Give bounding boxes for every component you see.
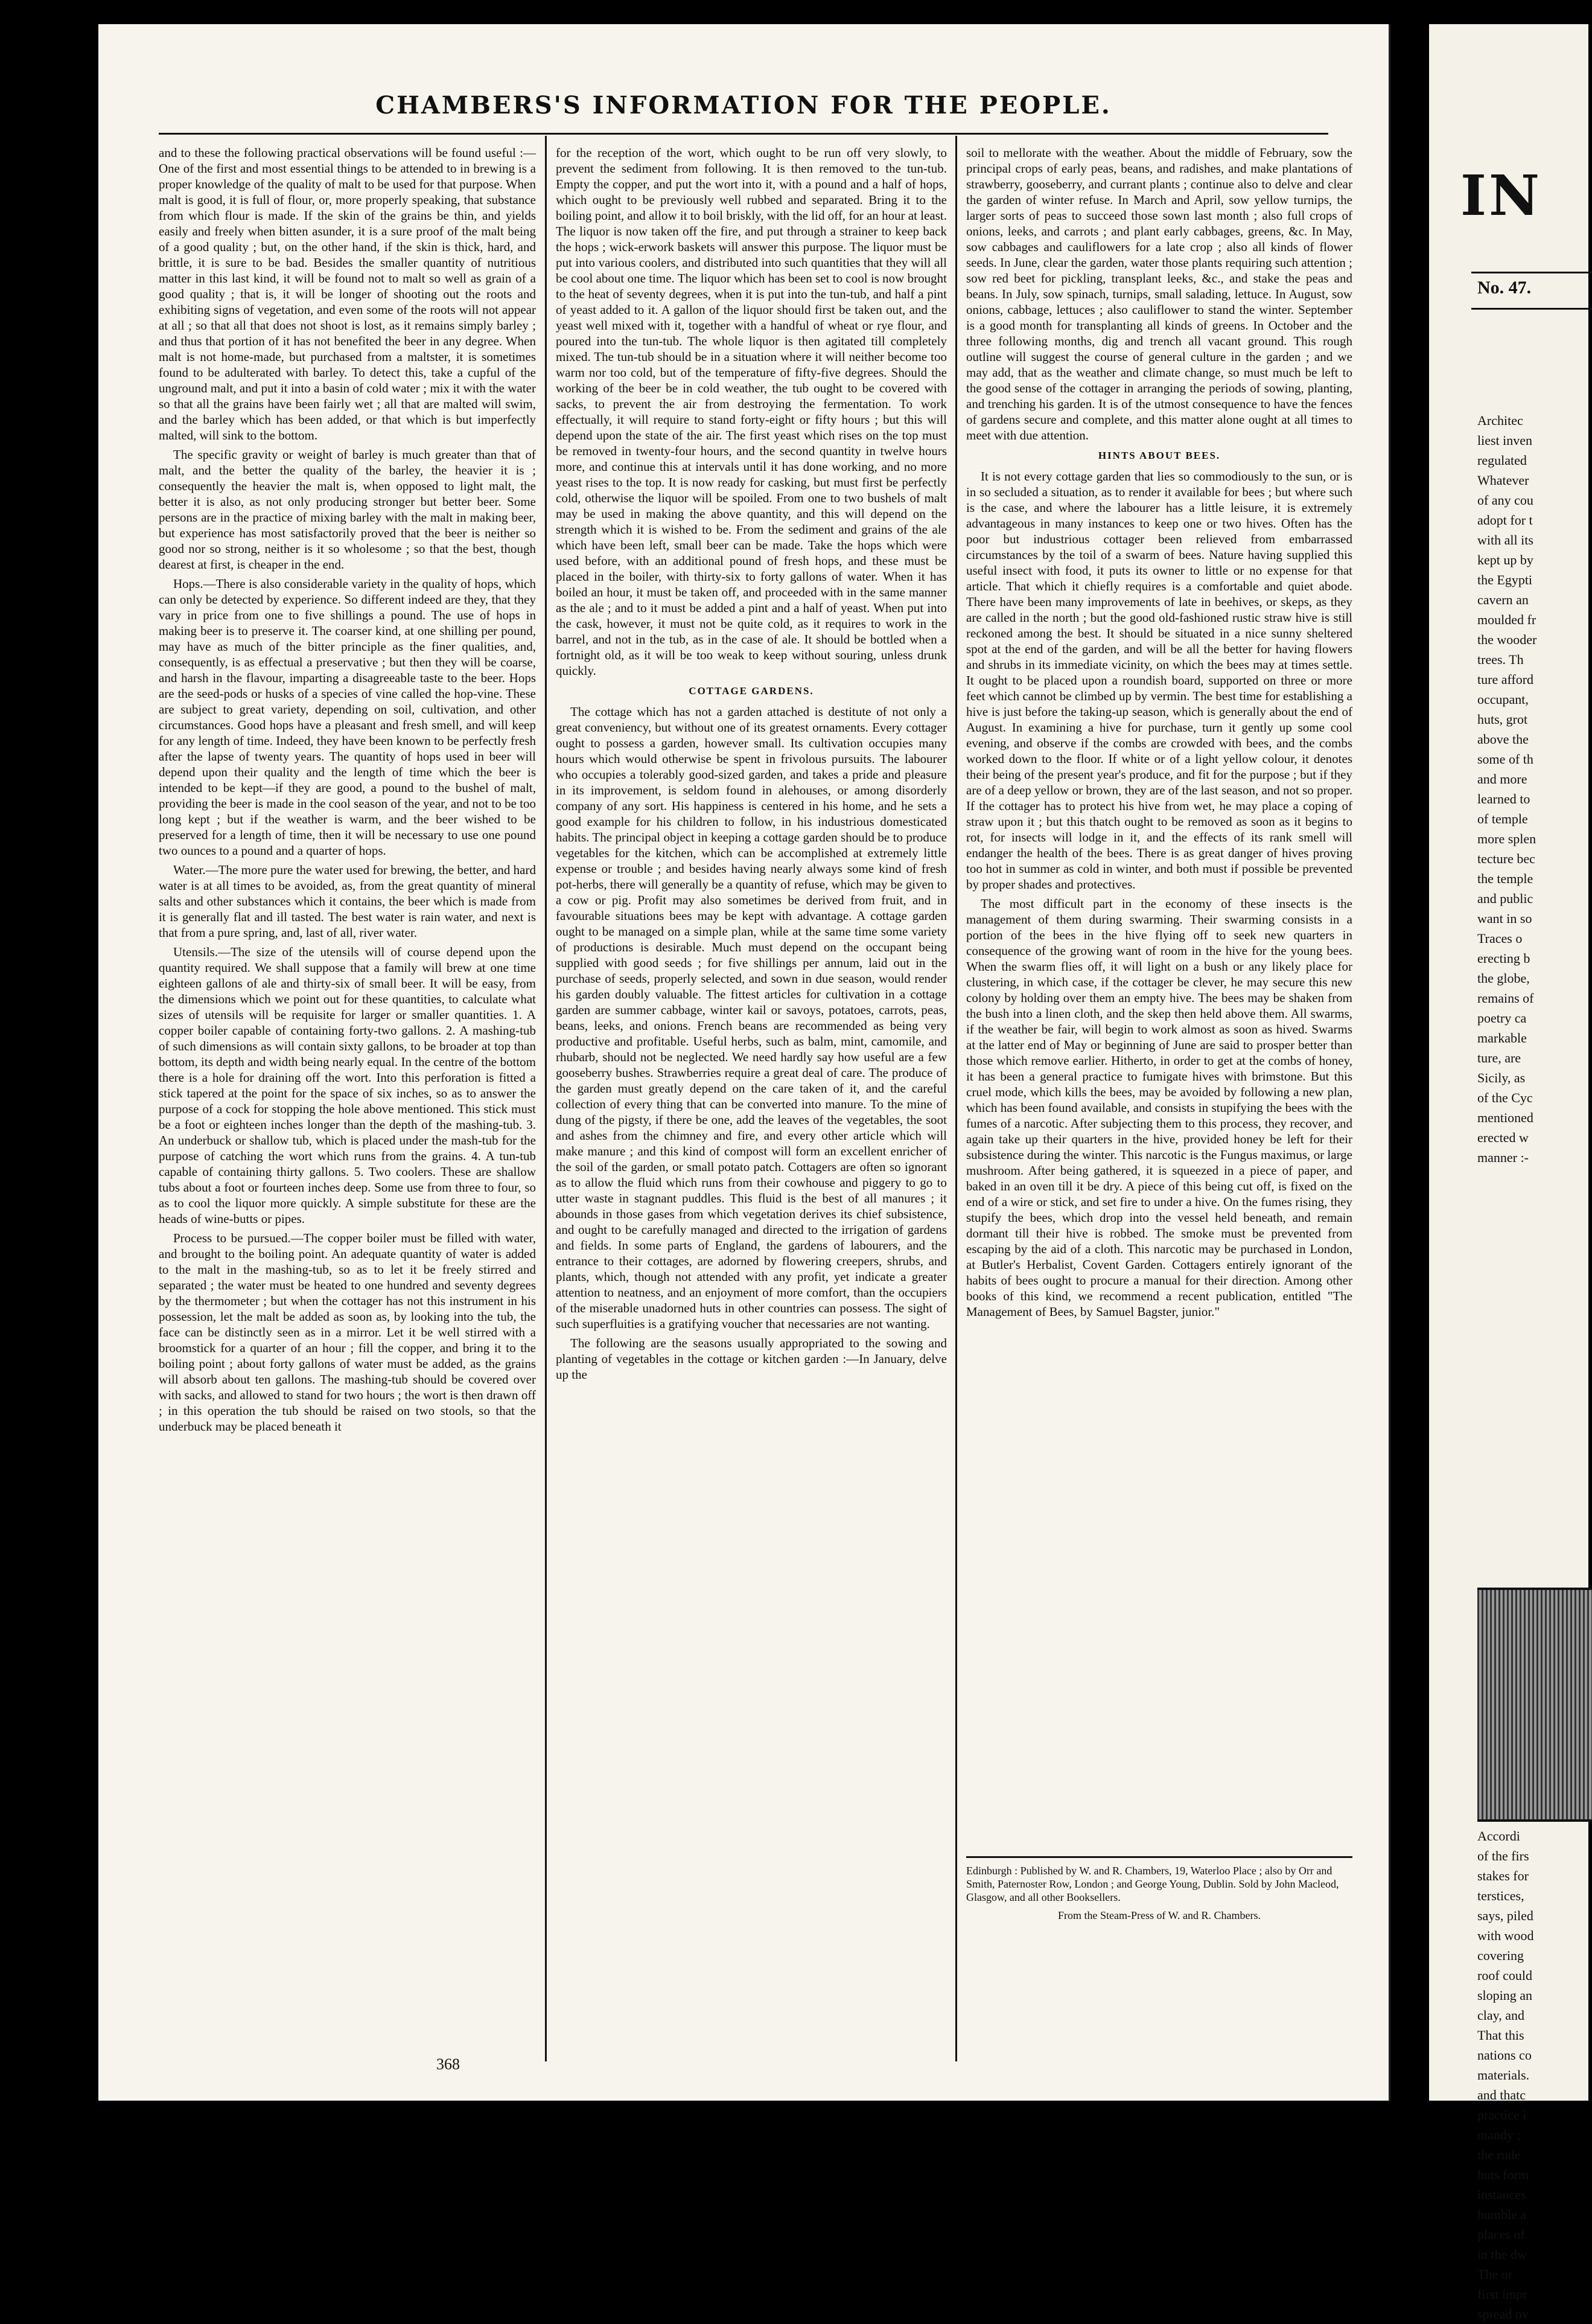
text-line: the Egypti — [1477, 572, 1533, 587]
text-line: of temple — [1477, 811, 1528, 826]
text-line: liest inven — [1477, 433, 1533, 448]
text-line: occupant, — [1477, 692, 1529, 707]
text-line: materials. — [1477, 2067, 1530, 2083]
text-line: clay, and — [1477, 2008, 1524, 2023]
paragraph: The following are the seasons usually appropriated to the sowing and planting of vegetables in the cottage or kitchen garden :—In January, delve up the — [556, 1336, 947, 1382]
text-line: Sicily, as — [1477, 1070, 1526, 1085]
text-line: above the — [1477, 732, 1529, 747]
engraving-illustration — [1477, 1588, 1592, 1822]
paragraph: The specific gravity or weight of barley is much greater than that of malt, and the better the quality of the barley, the heavier it is ; consequently the heavier the malt is, when opposed to light malt, the better it is also, as not only producing stronger but better beer. Some persons are in the practice of mixing barley with the malt in making beer, but experience has most satisfactorily proved that the beer is neither so good nor so strong, neither is it so wholesome ; so that the best, though dearest at first, is cheaper in the end. — [159, 447, 536, 572]
text-line: the wooder — [1477, 632, 1537, 647]
text-line: and thatc — [1477, 2087, 1526, 2102]
text-line: tecture bec — [1477, 851, 1535, 866]
rule — [1471, 308, 1592, 310]
paragraph: Process to be pursued.—The copper boiler must be filled with water, and brought to the boiling point. An adequate quantity of water is added to the malt in the mashing-tub, so as to let it be freely stirred and separated ; the water must be heated to one hundred and seventy degrees by the thermometer ; but when the cottager has not this instrument in his possession, let the malt be added as soon as, by looking into the tub, the face can be distinctly seen as in a mirror. Let it be well stirred with a broomstick for a quarter of an hour ; fill the copper, and bring it to the boiling point ; about forty gallons of water must be added, as the grains will absorb about ten gallons. The mashing-tub should be covered over with sacks, and allowed to stand for two hours ; the wort is then drawn off ; in this operation the tub should be raised on two stools, so that the underbuck may be placed beneath it — [159, 1231, 536, 1434]
right-page-text — [1477, 410, 1592, 1167]
text-line: more splen — [1477, 831, 1536, 846]
text-line: Architec — [1477, 413, 1523, 428]
text-line: mandy ; — [1477, 2127, 1521, 2142]
text-line: practice i — [1477, 2107, 1527, 2122]
right-page-text-2 — [1477, 1826, 1592, 2324]
text-line: and public — [1477, 891, 1533, 906]
text-line: ture, are — [1477, 1050, 1521, 1065]
text-line: stakes for — [1477, 1868, 1529, 1883]
text-line: Traces o — [1477, 931, 1523, 946]
text-line: markable — [1477, 1030, 1527, 1045]
text-line: erecting b — [1477, 951, 1530, 966]
text-line: huts form — [1477, 2167, 1529, 2182]
text-line: the globe, — [1477, 971, 1530, 986]
text-line: regulated — [1477, 453, 1527, 468]
text-line: of the Cyc — [1477, 1090, 1533, 1105]
text-line: some of th — [1477, 752, 1533, 767]
running-head: CHAMBERS'S INFORMATION FOR THE PEOPLE. — [159, 78, 1328, 135]
column-rule — [545, 136, 547, 2061]
text-line: nations co — [1477, 2048, 1532, 2063]
text-line: want in so — [1477, 911, 1532, 926]
text-line: The or — [1477, 2267, 1513, 2282]
text-line: instances — [1477, 2187, 1526, 2202]
text-line: says, piled — [1477, 1908, 1533, 1923]
text-line: roof could — [1477, 1968, 1533, 1983]
section-heading: COTTAGE GARDENS. — [689, 685, 814, 697]
text-line: with wood — [1477, 1928, 1534, 1943]
text-line: the rude — [1477, 2147, 1521, 2162]
text-line: in the dw — [1477, 2247, 1527, 2262]
imprint-press: From the Steam-Press of W. and R. Chambers. — [1058, 1909, 1261, 1921]
paragraph: The cottage which has not a garden attached is destitute of not only a great conveniency, but without one of its greatest ornaments. Every cottager ought to possess a garden, however small. Its cultivation occupies many hours which would otherwise be spent in frivolous pursuits. The labourer who occupies a tolerably good-sized garden, and takes a pride and pleasure in its improvement, is seldom found in alehouses, or among disorderly company of any sort. His happiness is centered in his home, and he sets a good example for his children to follow, in his industrious domesticated habits. The principal object in keeping a cottage garden should be to produce vegetables for the kitchen, which can be accomplished at extremely little expense or trouble ; and besides having nearly always some kind of fresh pot-herbs, there will generally be a quantity of refuse, which may be given to a cow or pig. Profit may also sometimes be derived from fruit, and in favourable situations bees may be kept with advantage. A cottage garden ought to be managed on a simple plan, while at the same time some variety of productions is desirable. Much must depend on the occupant being supplied with good seeds ; for five shillings per annum, laid out in the purchase of seeds, properly selected, and sown in due season, would render his garden doubly valuable. The fittest articles for cultivation in a cottage garden are summer cabbage, winter kail or savoys, potatoes, carrots, peas, beans, leeks, and onions. French beans are recommended as being very productive and profitable. Useful herbs, such as balm, mint, camomile, and rhubarb, should not be neglected. We need hardly say how useful are a few gooseberry bushes. Strawberries require a great deal of care. The produce of the garden must greatly depend on the care taken of it, and the careful collection of every thing that can be converted into manure. To the mine of dung of the pigsty, if there be one, add the leaves of the vegetables, the soot and ashes from the chimney and fire, and every other article which will make manure ; and this kind of compost will form an excellent enricher of the soil of the garden, or small potato patch. Cottagers are often so ignorant as to allow the fluid which runs from their cowhouse and piggery to go to utter waste in stagnant puddles. This fluid is the best of all manures ; it abounds in those gases from which vegetation derives its chief subsistence, and ought to be carefully managed and directed to the irrigation of gardens and fields. In some parts of England, the gardens of labourers, and the entrance to their cottages, are adorned by flowering creepers, shrubs, and plants, which, though not attended with any profit, yet indicate a greater attention to neatness, and an enjoyment of more comfort, than the occupiers of the miserable unadorned huts in other countries can possess. The sight of such superfluities is a gratifying voucher that necessaries are not wanting. — [556, 704, 947, 1331]
text-line: with all its — [1477, 532, 1533, 547]
text-line: Whatever — [1477, 473, 1529, 488]
text-line: erected w — [1477, 1130, 1529, 1145]
paragraph: Hops.—There is also considerable variety in the quality of hops, which can only be detected by experience. So different indeed are they, that they vary in price from one to five shillings a pound. The use of hops in making beer is to preserve it. The coarser kind, at one shilling per pound, may have as much of the bitter principle as the finer qualities, and, consequently, is as effectual a preservative ; but then they will be coarse, and harsh in the flavour, imparting a disagreeable taste to the beer. Hops are the seed-pods or husks of a species of vine called the hop-vine. These are subject to great variety, depending on soil, cultivation, and other circumstances. Good hops have a pleasant and fresh smell, and will keep for any length of time. Indeed, they have been known to be perfectly fresh after the lapse of twenty years. The quantity of hops used in beer will depend upon their quality and the length of time which the beer is intended to be kept—if they are good, a pound to the bushel of malt, providing the beer is made in the cool season of the year, and not to be too long kept ; but if the weather is warm, and the beer wished to be preserved for a length of time, then it will be necessary to use one pound two ounces to a pound and a quarter of hops. — [159, 576, 536, 858]
text-line: poetry ca — [1477, 1010, 1527, 1026]
paragraph: Water.—The more pure the water used for brewing, the better, and hard water is at all times to be avoided, as, from the great quantity of mineral salts and other substances which it contains, the beer which is made from it is generally flat and ill tasted. The best water is rain water, and next is that from a pure spring, and, last of all, river water. — [159, 863, 536, 940]
text-line: learned to — [1477, 791, 1530, 806]
imprint — [966, 1856, 1352, 1922]
text-line: kept up by — [1477, 552, 1533, 567]
text-line: cavern an — [1477, 592, 1529, 607]
right-page-title: IN — [1460, 163, 1543, 228]
right-page — [1429, 24, 1588, 2322]
text-line: the temple — [1477, 871, 1533, 886]
text-line: trees. Th — [1477, 652, 1524, 667]
text-line: manner :- — [1477, 1150, 1529, 1165]
paragraph: and to these the following practical observations will be found useful :—One of the first and most essential things to be attended to in brewing is a proper knowledge of the quality of malt to be used for that purpose. When malt is good, it is full of flour, or, more properly speaking, that substance from which flour is made. If the skin of the grains be thin, and yields easily and freely when bitten asunder, it is a sure proof of the malt being of a good quality ; but, on the other hand, if the skin is thick, hard, and brittle, it is sure to be bad. Besides the smaller quantity of nutritious matter in this last kind, it will be found not to malt so well as grain of a good quality ; that is, it will be longer of shooting out the roots and exhibiting signs of vegetation, and even some of the roots will not appear at all ; so that all that does not shoot is lost, as it remains simply barley ; and thus that portion of it has not benefited the beer in any degree. When malt is not home-made, but purchased from a maltster, it is sometimes found to be adulterated with barley. To detect this, take a cupful of the unground malt, and put it into a basin of cold water ; mix it with the water so that all the grains have been fairly wet ; all that are malted will swim, and the barley which has been added, or that which is but imperfectly malted, will sink to the bottom. — [159, 145, 536, 442]
section-heading: HINTS ABOUT BEES. — [1098, 450, 1221, 461]
paragraph: Utensils.—The size of the utensils will of course depend upon the quantity required. We shall suppose that a family will brew at one time eighteen gallons of ale and thirty-six of small beer. It will be easy, from the dimensions which we point out for these quantities, to calculate what sizes of utensils will be requisite for larger or smaller quantities. 1. A copper boiler capable of containing forty-two gallons. 2. A mashing-tub of such dimensions as will contain sixty gallons, to be broader at top than bottom, its depth and width being nearly equal. In the centre of the bottom there is a hole for draining off the wort. Into this perforation is fitted a stick tapered at the point for the space of six inches, so as to answer the purpose of a cock for stopping the hole above mentioned. This stick must be a foot or eighteen inches longer than the depth of the mashing-tub. 3. An underbuck or shallow tub, which is placed under the mash-tub for the purpose of catching the wort which runs from the grains. 4. A tun-tub capable of containing thirty gallons. 5. Two coolers. These are shallow tubs about a foot or fourteen inches deep. Some use from three to four, so as to cool the liquor more quickly. A simple substitute for these are the heads of wine-butts or pipes. — [159, 945, 536, 1226]
text-line: moulded fr — [1477, 612, 1536, 627]
text-line: humble a — [1477, 2207, 1527, 2222]
issue-number: No. 47. — [1477, 278, 1532, 298]
column-3 — [966, 145, 1352, 1841]
text-line: sloping an — [1477, 1988, 1533, 2003]
text-line: That this — [1477, 2028, 1524, 2043]
text-line: covering — [1477, 1948, 1524, 1963]
column-1 — [159, 145, 536, 2046]
page-number: 368 — [436, 2055, 460, 2073]
paragraph: soil to mellorate with the weather. About the middle of February, sow the principal crops of early peas, beans, and radishes, and make plantations of strawberry, gooseberry, and currant plants ; continue also to delve and clear the garden of winter refuse. In March and April, sow yellow turnips, the larger sorts of peas to succeed those sown last month ; also full crops of onions, leeks, and carrots ; and plant early cabbages, greens, &c. In May, sow cabbages and cauliflowers for a late crop ; also all kinds of flower seeds. In June, clear the garden, water those plants requiring such attention ; sow red beet for pickling, transplant leeks, &c., and stake the peas and beans. In July, sow spinach, turnips, small salading, lettuce. In August, sow onions, cabbage, lettuces ; also cauliflower to stand the winter. September is a good month for transplanting all kinds of greens. In October and the three following months, dig and trench all vacant ground. This rough outline will suggest the course of general culture in the garden ; and we may add, that as the weather and climate change, so must much be left to the good sense of the cottager in arranging the periods of sowing, planting, and trenching his garden. It is of the utmost consequence to have the fences of gardens secure and complete, and this matter alone ought at all times to meet with due attention. — [966, 145, 1352, 442]
text-line: spread ov — [1477, 2306, 1529, 2322]
text-line: terstices, — [1477, 1888, 1524, 1903]
text-line: places of — [1477, 2227, 1525, 2242]
paragraph: It is not every cottage garden that lies so commodiously to the sun, or is in so secluded a situation, as to render it available for bees ; but where such is the case, and where the labourer has a little leisure, it is extremely advantageous in many instances to keep one or two hives. Often has the poor but industrious cottager been relieved from embarrassed circumstances by the toil of a swarm of bees. Nature having supplied this useful insect with food, it puts its owner to little or no expense for that article. That which it chiefly requires is a comfortable and quiet abode. There have been many improvements of late in beehives, or skeps, as they are called in the north ; but the good old-fashioned rustic straw hive is still reckoned among the best. It should be situated in a nice sunny sheltered spot at the end of the garden, and will be all the better for having flowers and shrubs in its immediate vicinity, on which the bees may at times settle. It ought to be placed upon a roundish board, supported on three or more feet which cannot be climbed up by vermin. The best time for establishing a hive is just before the taking-up season, which is generally about the end of August. In examining a hive for purchase, turn it gently up some cool evening, and observe if the combs are crowded with bees, and the combs worked down to the floor. If white or of a light yellow colour, it denotes their being of the present year's produce, and fit for the purpose ; but if they are of a deep yellow or brown, they are of the last season, and not so proper. If the cottager has to protect his hive from wet, he may place a coping of straw upon it ; but this thatch ought to be removed as soon as it begins to rot, for insects will lodge in it, and the effects of its rank smell will endanger the health of the bees. There is as great danger of hives proving too hot in summer as cold in winter, and both must if possible be prevented by proper shades and protectives. — [966, 469, 1352, 892]
text-line: adopt for t — [1477, 512, 1533, 528]
paragraph: The most difficult part in the economy of these insects is the management of them during swarming. Their swarming consists in a portion of the bees in the hive flying off to seek new quarters in consequence of the growing want of room in the hive for the young bees. When the swarm flies off, it will light on a bush or any likely place for clustering, in which case, if the cottager be clever, he may secure this new colony by holding over them an empty hive. The bees may be shaken from the bush into a linen cloth, and the skep then held above them. All swarms, if the weather be fair, will begin to work almost as soon as hived. Swarms at the latter end of May or beginning of June are said to prosper better than those which remove earlier. Hitherto, in order to get at the combs of honey, it has been a general practice to fumigate hives with brimstone. But this cruel mode, which kills the bees, may be avoided by following a new plan, which has been found available, and consists in stupifying the bees with the fumes of a narcotic. After subjecting them to this process, they recover, and again take up their quarters in the hive, provided honey be left for their subsistence during the winter. This narcotic is the Fungus maximus, or large mushroom. After being gathered, it is squeezed in a piece of paper, and baked in an oven till it be dry. A piece of this being cut off, is fixed on the end of a wire or stick, and set fire to under a hive. On the fumes rising, they stupify the bees, which drop into the vessel held beneath, and remain dormant till their hive is robbed. The smoke must be prevented from escaping by the aid of a cloth. This narcotic may be purchased in London, at Butler's Herbalist, Covent Garden. Cottagers entirely ignorant of the habits of bees ought to procure a manual for their direction. Among other books of this kind, we recommend a recent publication, entitled "The Management of Bees, by Samuel Bagster, junior." — [966, 896, 1352, 1319]
paragraph: for the reception of the wort, which ought to be run off very slowly, to prevent the sediment from following. It is then removed to the tun-tub. Empty the copper, and put the wort into it, with a pound and a half of hops, which ought to be previously well rubbed and separated. Bring it to the boiling point, and allow it to boil briskly, with the lid off, for an hour at least. The liquor is now taken off the fire, and put through a strainer to keep back the hops ; wick-erwork baskets will answer this purpose. The liquor must be put into various coolers, and distributed into such quantities that they will all be cool about one time. The liquor which has been set to cool is now brought to the heat of seventy degrees, when it is put into the tun-tub, and half a pint of yeast added to it. A gallon of the liquor should first be taken out, and the yeast well mixed with it, together with a handful of wheat or rye flour, and poured into the tun-tub. The whole liquor is then agitated till completely mixed. The tun-tub should be in a situation where it will neither become too warm nor too cold, but of the temperature of fifty-five degrees. Should the working of the beer be in cold weather, the tub ought to be covered with sacks, to prevent the air from destroying the fermentation. To work effectually, it will require to stand forty-eight or fifty hours ; but this will depend upon the state of the air. The first yeast which rises on the top must be removed in twenty-four hours, and the second quantity in twelve hours more, and continue this at intervals until it has done working, and no more yeast rises to the top. It is now ready for casking, but must first be perfectly cold, otherwise the liquor will be spoiled. From one to two bushels of malt may be used in making the above quantity, and this will depend on the strength which it is wished to be. From the sediment and grains of the ale which have been left, small beer can be made. Take the hops which were used before, with an additional pound of fresh hops, and these must be placed in the boiler, with thirty-six to forty gallons of water. When it has boiled an hour, it must be taken off, and proceeded with in the same manner as the ale ; and to it must be added a pint and a half of yeast. When put into the cask, however, it must not be quite cold, as it requires to work in the barrel, and not in the tub, as in the case of ale. It should be bottled when a fortnight old, as it will be too weak to keep without souring, unless drunk quickly. — [556, 145, 947, 678]
rule — [1471, 272, 1592, 273]
text-line: huts, grot — [1477, 712, 1528, 727]
text-line: remains of — [1477, 991, 1534, 1006]
column-2 — [556, 145, 947, 2046]
column-rule — [955, 136, 957, 2061]
text-line: of any cou — [1477, 493, 1533, 508]
text-line: ture afford — [1477, 672, 1534, 687]
left-page — [98, 24, 1390, 2101]
text-line: first impr — [1477, 2287, 1527, 2302]
imprint-text: Edinburgh : Published by W. and R. Chambers, 19, Waterloo Place ; also by Orr and Smith, Paternoster Row, London ; and George Young, Dublin. Sold by John Macleod, Glasgow, and all other Booksellers. — [966, 1865, 1339, 1903]
text-line: mentioned — [1477, 1110, 1533, 1125]
text-line: Accordi — [1477, 1828, 1520, 1844]
text-line: of the firs — [1477, 1848, 1529, 1863]
text-line: and more — [1477, 771, 1527, 787]
